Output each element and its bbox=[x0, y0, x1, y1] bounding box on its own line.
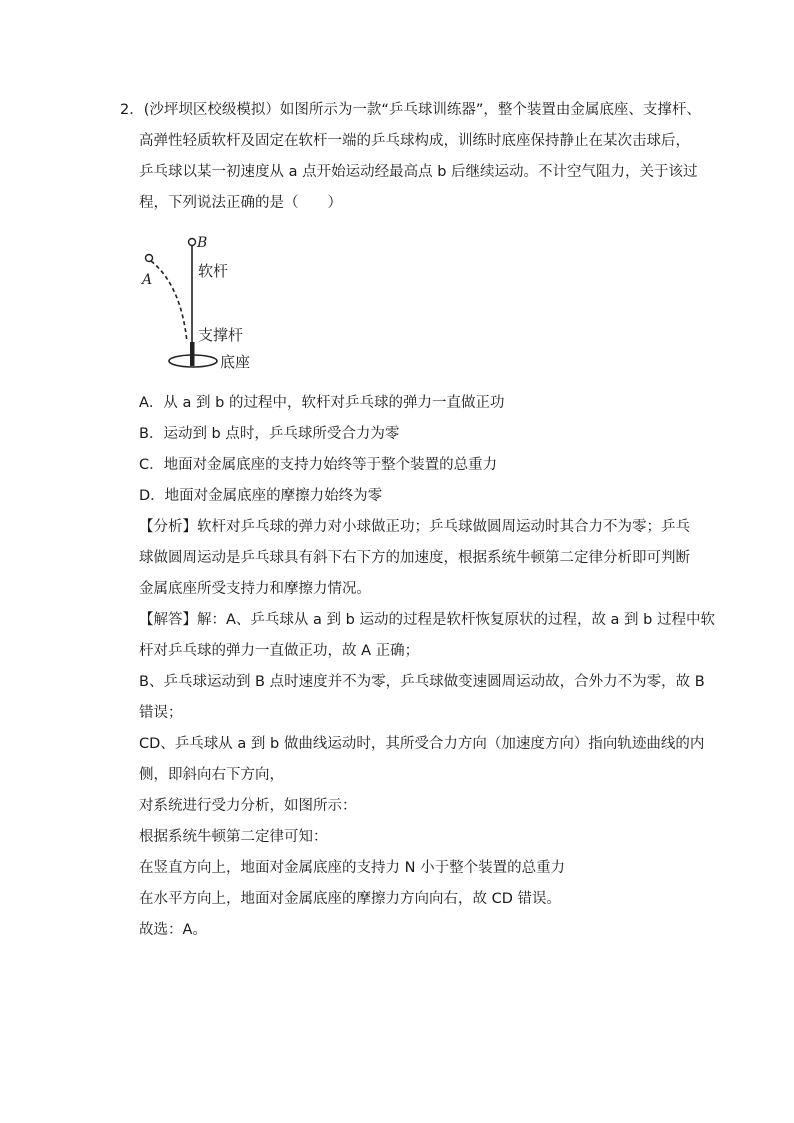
analysis-line-3: 金属底座所受支持力和摩擦力情况。 bbox=[139, 581, 371, 597]
option-c: C．地面对金属底座的支持力始终等于整个装置的总重力 bbox=[139, 457, 498, 473]
solution-line-7: 对系统进行受力分析，如图所示： bbox=[139, 798, 357, 814]
support-rod bbox=[190, 342, 195, 366]
ball-position-a bbox=[146, 255, 153, 262]
option-a: A．从 a 到 b 的过程中，软杆对乒乓球的弹力一直做正功 bbox=[139, 395, 505, 411]
option-b: B．运动到 b 点时，乒乓球所受合力为零 bbox=[139, 426, 400, 442]
label-support-rod: 支撑杆 bbox=[198, 326, 244, 344]
solution-line-1: 【解答】解：A、乒乓球从 a 到 b 运动的过程是软杆恢复原状的过程，故 a 到 b 过程中软 bbox=[139, 612, 715, 628]
solution-line-3: B、乒乓球运动到 B 点时速度并不为零，乒乓球做变速圆周运动故，合外力不为零，故 B bbox=[139, 674, 705, 690]
solution-line-5: CD、乒乓球从 a 到 b 做曲线运动时，其所受合力方向（加速度方向）指向轨迹曲线的内 bbox=[139, 736, 705, 752]
question-line-4: 程，下列说法正确的是（ ） bbox=[139, 195, 342, 211]
training-device-diagram bbox=[136, 230, 276, 380]
question-line-2: 高弹性轻质软杆及固定在软杆一端的乒乓球构成，训练时底座保持静止在某次击球后， bbox=[139, 133, 690, 149]
question-line-3: 乒乓球以某一初速度从 a 点开始运动经最高点 b 后继续运动。不计空气阻力，关于该过 bbox=[139, 164, 698, 180]
analysis-line-2: 球做圆周运动是乒乓球具有斜下右下方的加速度，根据系统牛顿第二定律分析即可判断 bbox=[139, 550, 690, 566]
label-base: 底座 bbox=[220, 353, 251, 371]
solution-line-2: 杆对乒乓球的弹力一直做正功，故 A 正确； bbox=[139, 643, 420, 659]
solution-line-8: 根据系统牛顿第二定律可知： bbox=[139, 829, 328, 845]
option-d: D．地面对金属底座的摩擦力始终为零 bbox=[139, 488, 383, 504]
solution-line-4: 错误； bbox=[139, 705, 183, 721]
ball-position-b bbox=[189, 239, 196, 246]
analysis-line-1: 【分析】软杆对乒乓球的弹力对小球做正功；乒乓球做圆周运动时其合力不为零；乒乓 bbox=[139, 519, 690, 535]
solution-line-6: 侧，即斜向右下方向， bbox=[139, 767, 284, 783]
solution-line-10: 在水平方向上，地面对金属底座的摩擦力方向向右，故 CD 错误。 bbox=[139, 891, 562, 907]
solution-line-9: 在竖直方向上，地面对金属底座的支持力 N 小于整个装置的总重力 bbox=[139, 860, 566, 876]
training-device-figure bbox=[136, 230, 276, 380]
label-a: A bbox=[142, 272, 153, 288]
label-soft-rod: 软杆 bbox=[198, 262, 229, 280]
question-line-1: 2．(沙坪坝区校级模拟）如图所示为一款“乒乓球训练器”，整个装置由金属底座、支撑杆、 bbox=[120, 102, 701, 118]
solution-line-11: 故选：A。 bbox=[139, 922, 207, 938]
label-b: B bbox=[197, 235, 208, 251]
trajectory-curve bbox=[151, 261, 187, 342]
